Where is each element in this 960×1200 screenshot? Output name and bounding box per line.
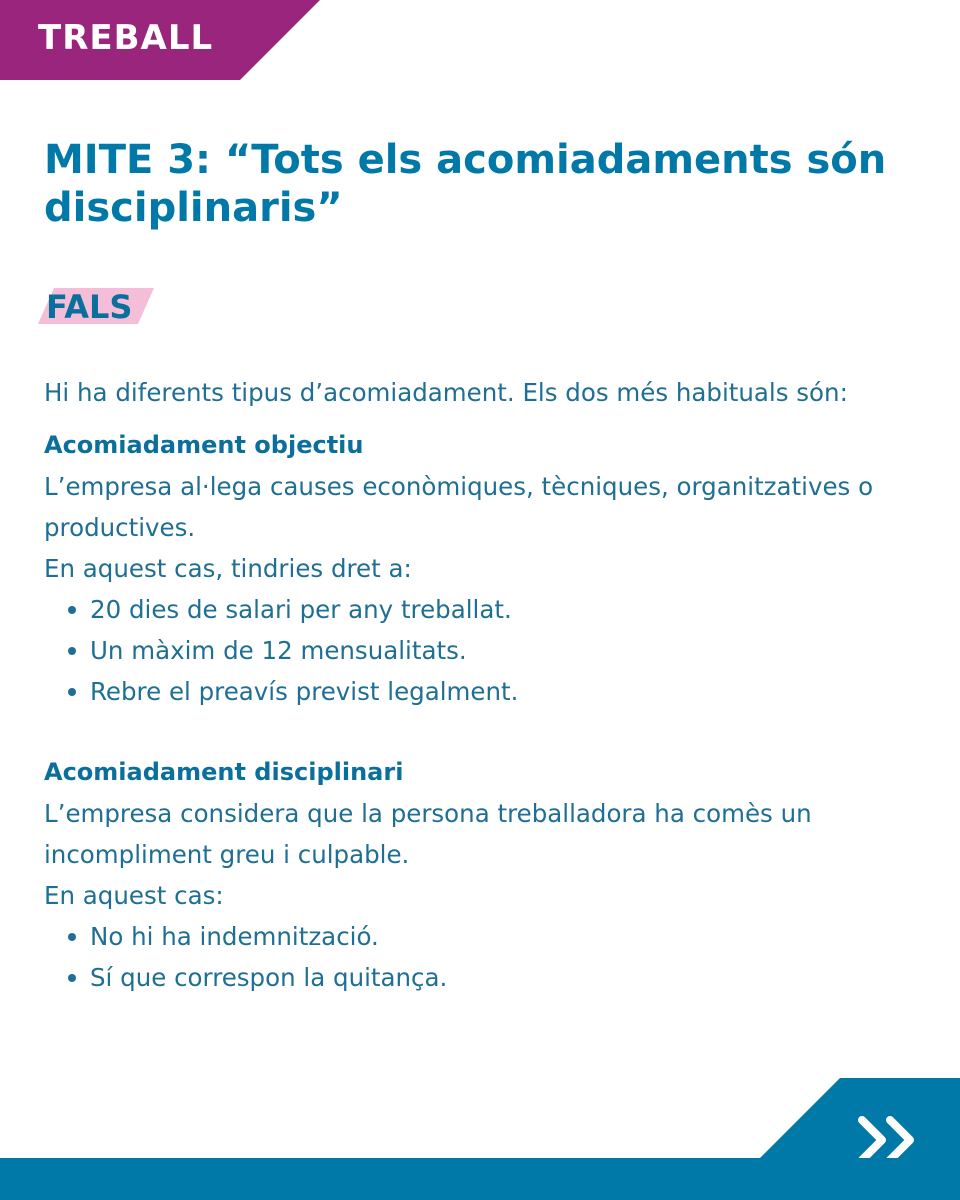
section-title: Acomiadament disciplinari <box>44 758 404 786</box>
verdict-badge <box>38 286 158 328</box>
bullet-list <box>44 589 904 712</box>
bullet-list <box>44 916 904 998</box>
section-text: En aquest cas, tindries dret a: <box>44 554 412 583</box>
section-title: Acomiadament objectiu <box>44 431 364 459</box>
verdict-label: FALS <box>46 288 133 326</box>
section-text: L’empresa al·lega causes econòmiques, tècniques, organitzatives o productives. <box>44 472 874 542</box>
list-item: Rebre el preavís previst legalment. <box>68 671 904 712</box>
list-item: No hi ha indemnització. <box>68 916 904 957</box>
section-objective-dismissal <box>44 425 904 712</box>
footer-bar <box>0 1158 960 1200</box>
category-label: TREBALL <box>38 18 214 58</box>
section-spacer <box>44 712 904 752</box>
content-body <box>44 372 904 998</box>
list-item: Sí que correspon la quitança. <box>68 957 904 998</box>
section-disciplinary-dismissal <box>44 752 904 998</box>
section-text: L’empresa considera que la persona treballadora ha comès un incompliment greu i culpable. <box>44 799 812 869</box>
intro-text: Hi ha diferents tipus d’acomiadament. Els dos més habituals són: <box>44 378 848 407</box>
page-title: MITE 3: “Tots els acomiadaments són disciplinaris” <box>44 137 887 231</box>
list-item: 20 dies de salari per any treballat. <box>68 589 904 630</box>
list-item: Un màxim de 12 mensualitats. <box>68 630 904 671</box>
section-text: En aquest cas: <box>44 881 224 910</box>
